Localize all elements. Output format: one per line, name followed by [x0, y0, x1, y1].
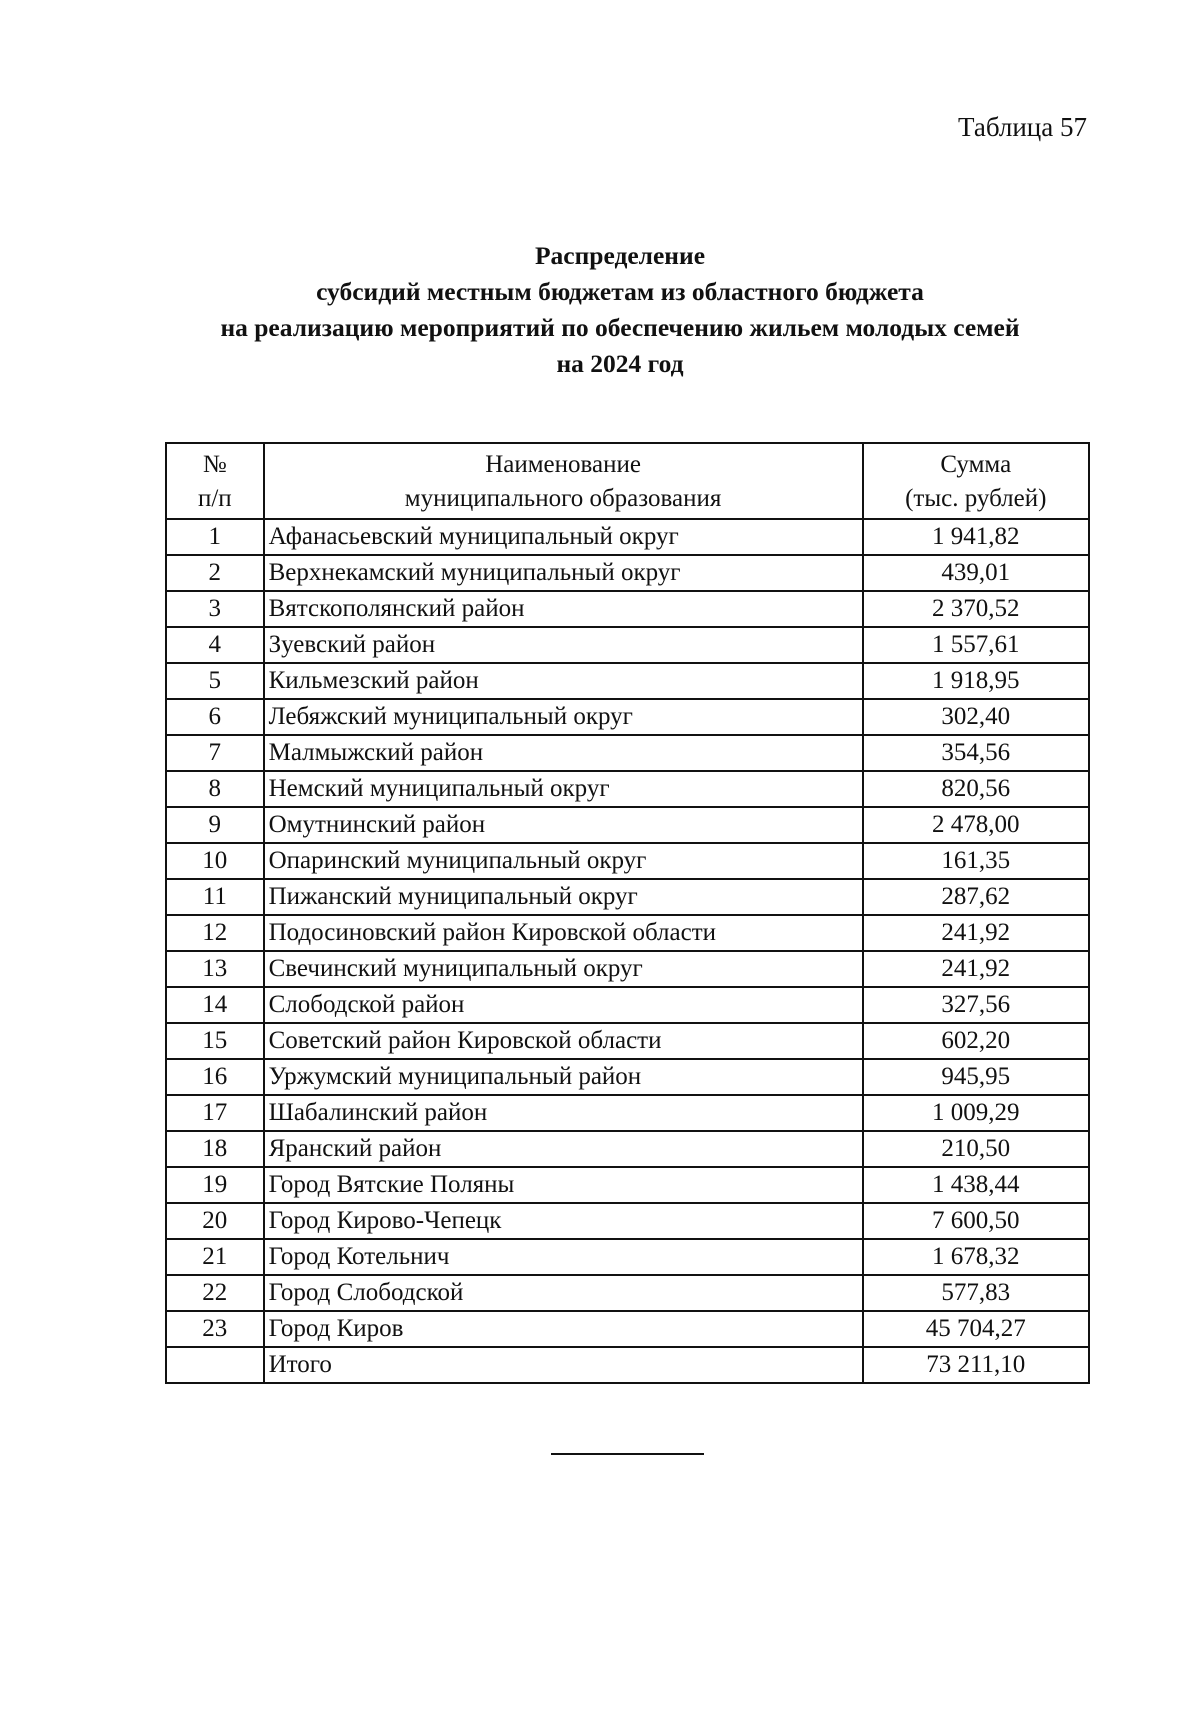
table-row — [166, 519, 1089, 555]
table-row — [166, 1059, 1089, 1095]
row-name-cell: Город Вятские Поляны — [264, 1167, 863, 1203]
table-row — [166, 663, 1089, 699]
row-number-cell: 12 — [166, 915, 264, 951]
row-number-cell: 9 — [166, 807, 264, 843]
row-name-cell: Город Слободской — [264, 1275, 863, 1311]
row-name-cell: Подосиновский район Кировской области — [264, 915, 863, 951]
row-number-cell: 16 — [166, 1059, 264, 1095]
closing-divider — [551, 1453, 704, 1455]
row-name-cell: Город Кирово-Чепецк — [264, 1203, 863, 1239]
row-name-cell: Уржумский муниципальный район — [264, 1059, 863, 1095]
table-row — [166, 915, 1089, 951]
table-row — [166, 1095, 1089, 1131]
row-name-cell: Город Котельнич — [264, 1239, 863, 1275]
table-row — [166, 1167, 1089, 1203]
row-number-cell: 6 — [166, 699, 264, 735]
row-name-cell: Омутнинский район — [264, 807, 863, 843]
row-name-cell: Малмыжский район — [264, 735, 863, 771]
row-sum-cell: 602,20 — [863, 1023, 1089, 1059]
row-number-cell: 3 — [166, 591, 264, 627]
document-title — [130, 238, 1110, 382]
table-total-row — [166, 1347, 1089, 1383]
row-sum-cell: 45 704,27 — [863, 1311, 1089, 1347]
row-sum-cell: 577,83 — [863, 1275, 1089, 1311]
row-number-cell: 1 — [166, 519, 264, 555]
row-sum-cell: 1 438,44 — [863, 1167, 1089, 1203]
row-name-cell: Вятскополянский район — [264, 591, 863, 627]
row-name-cell: Верхнекамский муниципальный округ — [264, 555, 863, 591]
header-municipality: Наименование муниципального образования — [264, 443, 863, 519]
row-name-cell: Афанасьевский муниципальный округ — [264, 519, 863, 555]
row-number-cell — [166, 1347, 264, 1383]
table-row — [166, 735, 1089, 771]
table-header-row — [166, 443, 1089, 519]
table-row — [166, 771, 1089, 807]
row-sum-cell: 241,92 — [863, 915, 1089, 951]
row-number-cell: 7 — [166, 735, 264, 771]
table-row — [166, 951, 1089, 987]
row-sum-cell: 327,56 — [863, 987, 1089, 1023]
row-number-cell: 22 — [166, 1275, 264, 1311]
row-number-cell: 20 — [166, 1203, 264, 1239]
row-sum-cell: 287,62 — [863, 879, 1089, 915]
table-row — [166, 1131, 1089, 1167]
row-number-cell: 4 — [166, 627, 264, 663]
row-sum-cell: 945,95 — [863, 1059, 1089, 1095]
row-number-cell: 13 — [166, 951, 264, 987]
row-sum-cell: 302,40 — [863, 699, 1089, 735]
row-number-cell: 21 — [166, 1239, 264, 1275]
row-name-cell: Шабалинский район — [264, 1095, 863, 1131]
row-name-cell: Свечинский муниципальный округ — [264, 951, 863, 987]
row-sum-cell: 354,56 — [863, 735, 1089, 771]
table-row — [166, 843, 1089, 879]
row-number-cell: 23 — [166, 1311, 264, 1347]
row-number-cell: 19 — [166, 1167, 264, 1203]
row-sum-cell: 1 941,82 — [863, 519, 1089, 555]
header-sum: Сумма (тыс. рублей) — [863, 443, 1089, 519]
row-sum-cell: 2 370,52 — [863, 591, 1089, 627]
table-number-label: Таблица 57 — [958, 112, 1087, 142]
table-row — [166, 1023, 1089, 1059]
table-row — [166, 987, 1089, 1023]
table-body — [166, 519, 1089, 1383]
row-sum-cell: 439,01 — [863, 555, 1089, 591]
header-number: № п/п — [166, 443, 264, 519]
row-sum-cell: 161,35 — [863, 843, 1089, 879]
row-number-cell: 8 — [166, 771, 264, 807]
row-sum-cell: 1 557,61 — [863, 627, 1089, 663]
row-sum-cell: 210,50 — [863, 1131, 1089, 1167]
row-number-cell: 11 — [166, 879, 264, 915]
row-number-cell: 18 — [166, 1131, 264, 1167]
table-row — [166, 591, 1089, 627]
row-name-cell: Кильмезский район — [264, 663, 863, 699]
row-sum-cell: 1 918,95 — [863, 663, 1089, 699]
row-number-cell: 15 — [166, 1023, 264, 1059]
row-name-cell: Яранский район — [264, 1131, 863, 1167]
row-sum-cell: 1 678,32 — [863, 1239, 1089, 1275]
table-row — [166, 879, 1089, 915]
row-name-cell: Итого — [264, 1347, 863, 1383]
row-number-cell: 5 — [166, 663, 264, 699]
table-row — [166, 1275, 1089, 1311]
row-sum-cell: 1 009,29 — [863, 1095, 1089, 1131]
row-name-cell: Немский муниципальный округ — [264, 771, 863, 807]
row-sum-cell: 73 211,10 — [863, 1347, 1089, 1383]
row-name-cell: Опаринский муниципальный округ — [264, 843, 863, 879]
table-row — [166, 1311, 1089, 1347]
row-number-cell: 14 — [166, 987, 264, 1023]
row-number-cell: 2 — [166, 555, 264, 591]
row-sum-cell: 820,56 — [863, 771, 1089, 807]
row-sum-cell: 2 478,00 — [863, 807, 1089, 843]
title-line: Распределение — [534, 241, 706, 270]
table-row — [166, 627, 1089, 663]
table-row — [166, 699, 1089, 735]
title-line: на 2024 год — [556, 349, 684, 378]
row-number-cell: 10 — [166, 843, 264, 879]
row-name-cell: Лебяжский муниципальный округ — [264, 699, 863, 735]
row-name-cell: Зуевский район — [264, 627, 863, 663]
row-name-cell: Пижанский муниципальный округ — [264, 879, 863, 915]
table-row — [166, 1203, 1089, 1239]
row-name-cell: Город Киров — [264, 1311, 863, 1347]
row-name-cell: Слободской район — [264, 987, 863, 1023]
table-row — [166, 807, 1089, 843]
title-line: на реализацию мероприятий по обеспечению жильем молодых семей — [220, 313, 1020, 342]
row-number-cell: 17 — [166, 1095, 264, 1131]
subsidy-table — [165, 442, 1090, 1384]
table-row — [166, 1239, 1089, 1275]
row-sum-cell: 241,92 — [863, 951, 1089, 987]
row-name-cell: Советский район Кировской области — [264, 1023, 863, 1059]
table-row — [166, 555, 1089, 591]
title-line: субсидий местным бюджетам из областного бюджета — [316, 277, 924, 306]
row-sum-cell: 7 600,50 — [863, 1203, 1089, 1239]
